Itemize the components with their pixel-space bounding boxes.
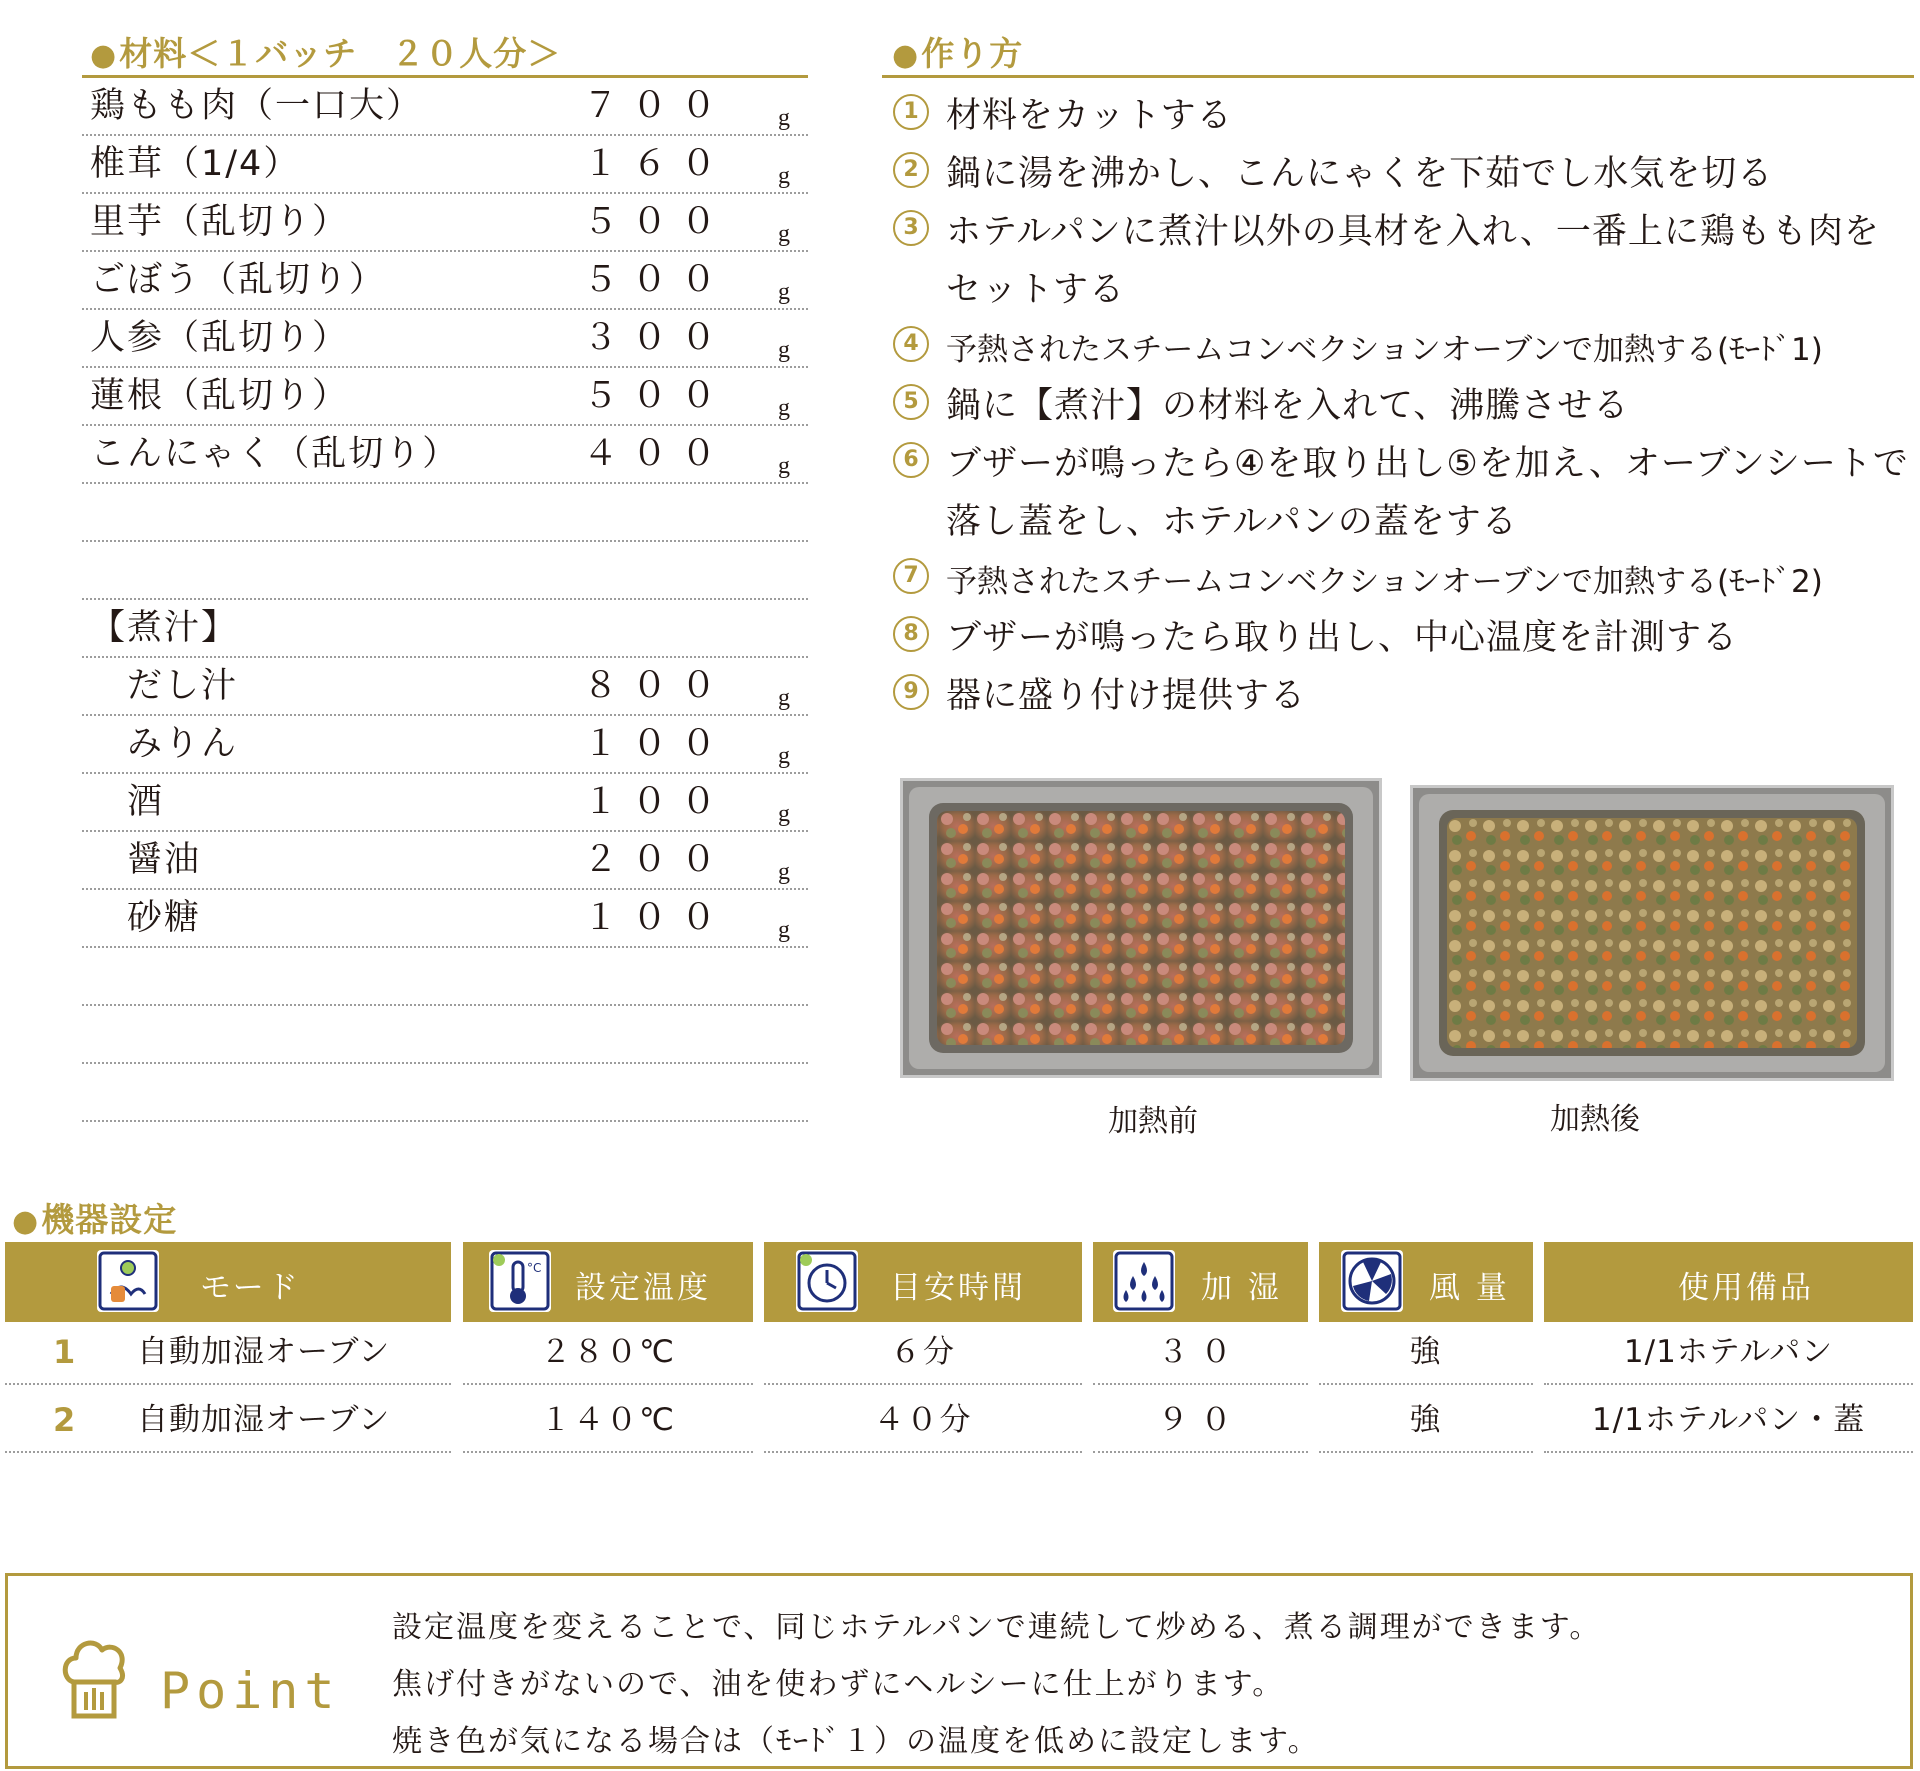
header-equipment-label: 使用備品 (1678, 1270, 1814, 1306)
step-text: 予熱されたスチームコンベクションオーブンで加熱する(ﾓｰﾄﾞ2) (946, 564, 1823, 600)
header-humidity-label: 加 湿 (1201, 1270, 1282, 1306)
row-number: 2 (53, 1401, 78, 1439)
method-title: ●作り方 (892, 34, 1024, 73)
ingredient-amount: ５００ (582, 260, 730, 300)
hotel-pan-before-image (903, 781, 1379, 1075)
step-number: 8 (893, 616, 929, 652)
ingredient-unit: g (778, 801, 790, 827)
step-number: 1 (893, 94, 929, 130)
equipment-value: 1/1ホテルパン・蓋 (1544, 1393, 1913, 1453)
ingredient-name: 鶏もも肉（一口大） (90, 86, 424, 126)
ingredient-name: 椎茸（1/4） (90, 144, 301, 184)
point-line-3: 焼き色が気になる場合は（ﾓｰﾄﾞ１）の温度を低めに設定します。 (392, 1724, 1320, 1759)
ingredient-unit: g (778, 279, 790, 305)
table-row-2-mode-cell (5, 1393, 451, 1453)
ingredient-name: ごぼう（乱切り） (90, 260, 387, 300)
ingredient-amount: ７００ (582, 86, 730, 126)
step-2 (890, 142, 1920, 200)
step-3 (890, 200, 1920, 258)
step-number: 7 (893, 558, 929, 594)
ingredient-amount: ５００ (582, 202, 730, 242)
method-title-rule (882, 75, 1914, 78)
ingredient-name: みりん (127, 724, 239, 764)
row-number: 1 (53, 1333, 78, 1371)
temp-value: ２８０℃ (463, 1325, 753, 1385)
step-number: 6 (893, 442, 929, 478)
blank-row (82, 1066, 808, 1122)
mode-value: 自動加湿オーブン (137, 1402, 391, 1438)
step-7 (890, 548, 1920, 606)
ingredient-unit: g (778, 163, 790, 189)
table-row-1-mode-cell (5, 1325, 451, 1385)
ingredient-unit: g (778, 221, 790, 247)
fan-value: 強 (1319, 1325, 1533, 1385)
ingredient-name: 酒 (127, 782, 165, 822)
time-value: ６分 (764, 1325, 1082, 1385)
ingredient-row (82, 80, 808, 136)
svg-text:°C: °C (527, 1261, 542, 1275)
header-mode (5, 1242, 451, 1322)
humidity-value: ９０ (1093, 1393, 1308, 1453)
step-3-continued (890, 258, 1920, 316)
water-drops-icon (1113, 1250, 1175, 1312)
step-text: セットする (946, 270, 1125, 310)
ingredient-amount: ３００ (582, 318, 730, 358)
blank-row (82, 950, 808, 1006)
step-1 (890, 84, 1920, 142)
header-mode-label: モード (200, 1270, 301, 1306)
caption-after: 加熱後 (1550, 1102, 1640, 1137)
broth-heading: 【煮汁】 (90, 608, 239, 648)
header-time-label: 目安時間 (890, 1270, 1026, 1306)
ingredient-name: 砂糖 (127, 898, 202, 938)
mode-value: 自動加湿オーブン (137, 1334, 391, 1370)
method-steps (890, 84, 1920, 722)
photo-before-heating (900, 778, 1382, 1078)
step-4 (890, 316, 1920, 374)
ingredient-amount: １００ (582, 898, 730, 938)
ingredient-unit: g (778, 395, 790, 421)
ingredient-row (82, 138, 808, 194)
header-fan-label: 風 量 (1429, 1270, 1510, 1306)
header-temp (463, 1242, 753, 1322)
step-6-continued (890, 490, 1920, 548)
step-8 (890, 606, 1920, 664)
ingredient-amount: １００ (582, 782, 730, 822)
ingredient-unit: g (778, 105, 790, 131)
ingredient-list (82, 80, 808, 1124)
broth-heading-row (82, 602, 808, 658)
ingredient-amount: １００ (582, 724, 730, 764)
thermometer-icon (489, 1250, 551, 1312)
blank-row (82, 544, 808, 600)
time-value: ４０分 (764, 1393, 1082, 1453)
step-text: ホテルパンに煮汁以外の具材を入れ、一番上に鶏もも肉を (946, 212, 1880, 252)
blank-row (82, 1008, 808, 1064)
step-number: 2 (893, 152, 929, 188)
hotel-pan-after-image (1413, 788, 1891, 1078)
ingredient-name: 里芋（乱切り） (90, 202, 350, 242)
ingredient-row (82, 428, 808, 484)
ingredient-row (82, 254, 808, 310)
ingredient-row (82, 660, 808, 716)
header-time (764, 1242, 1082, 1322)
ingredient-row (82, 892, 808, 948)
point-line-1: 設定温度を変えることで、同じホテルパンで連続して炒める、煮る調理ができます。 (392, 1610, 1602, 1645)
ingredient-name: 蓮根（乱切り） (90, 376, 350, 416)
ingredient-amount: ５００ (582, 376, 730, 416)
fan-value: 強 (1319, 1393, 1533, 1453)
step-text: 予熱されたスチームコンベクションオーブンで加熱する(ﾓｰﾄﾞ1) (946, 332, 1823, 368)
ingredient-unit: g (778, 453, 790, 479)
step-6 (890, 432, 1920, 490)
step-text: 材料をカットする (946, 96, 1233, 136)
equipment-value: 1/1ホテルパン (1544, 1325, 1913, 1385)
timer-icon (796, 1250, 858, 1312)
caption-before: 加熱前 (1108, 1104, 1198, 1139)
step-number: 3 (893, 210, 929, 246)
step-text: ブザーが鳴ったら④を取り出し⑤を加え、オーブンシートで (946, 444, 1909, 484)
ingredient-amount: ２００ (582, 840, 730, 880)
temp-value: １４０℃ (463, 1393, 753, 1453)
point-line-2: 焦げ付きがないので、油を使わずにヘルシーに仕上がります。 (392, 1667, 1285, 1702)
steam-mode-icon (97, 1250, 159, 1312)
ingredients-title: ●材料＜１バッチ ２０人分＞ (90, 34, 562, 73)
humidity-value: ３０ (1093, 1325, 1308, 1385)
fan-icon (1341, 1250, 1403, 1312)
ingredient-unit: g (778, 743, 790, 769)
header-temp-label: 設定温度 (575, 1270, 711, 1306)
ingredient-name: だし汁 (127, 666, 239, 706)
step-5 (890, 374, 1920, 432)
ingredient-row (82, 370, 808, 426)
settings-title: ●機器設定 (12, 1200, 178, 1239)
step-text: 鍋に【煮汁】の材料を入れて、沸騰させる (946, 386, 1630, 426)
ingredient-row (82, 718, 808, 774)
step-text: ブザーが鳴ったら取り出し、中心温度を計測する (946, 618, 1739, 658)
point-box (5, 1573, 1913, 1769)
step-number: 4 (893, 326, 929, 362)
ingredient-row (82, 834, 808, 890)
ingredient-unit: g (778, 685, 790, 711)
header-fan (1319, 1242, 1533, 1322)
header-humidity (1093, 1242, 1308, 1322)
chef-hat-icon (60, 1634, 130, 1728)
step-text: 落し蓋をし、ホテルパンの蓋をする (946, 502, 1518, 542)
ingredient-unit: g (778, 859, 790, 885)
ingredient-amount: ８００ (582, 666, 730, 706)
ingredient-name: 人参（乱切り） (90, 318, 350, 358)
ingredient-unit: g (778, 337, 790, 363)
ingredient-amount: ４００ (582, 434, 730, 474)
ingredient-name: 醤油 (127, 840, 202, 880)
ingredient-row (82, 196, 808, 252)
point-label: Point (160, 1662, 341, 1720)
step-9 (890, 664, 1920, 722)
step-text: 器に盛り付け提供する (946, 676, 1307, 716)
step-number: 5 (893, 384, 929, 420)
step-number: 9 (893, 674, 929, 710)
ingredient-row (82, 312, 808, 368)
ingredient-unit: g (778, 917, 790, 943)
photo-after-heating (1410, 785, 1894, 1081)
blank-row (82, 486, 808, 542)
step-text: 鍋に湯を沸かし、こんにゃくを下茹でし水気を切る (946, 154, 1774, 194)
ingredient-amount: １６０ (582, 144, 730, 184)
header-equipment (1544, 1242, 1913, 1322)
ingredient-name: こんにゃく（乱切り） (90, 434, 460, 474)
ingredient-row (82, 776, 808, 832)
